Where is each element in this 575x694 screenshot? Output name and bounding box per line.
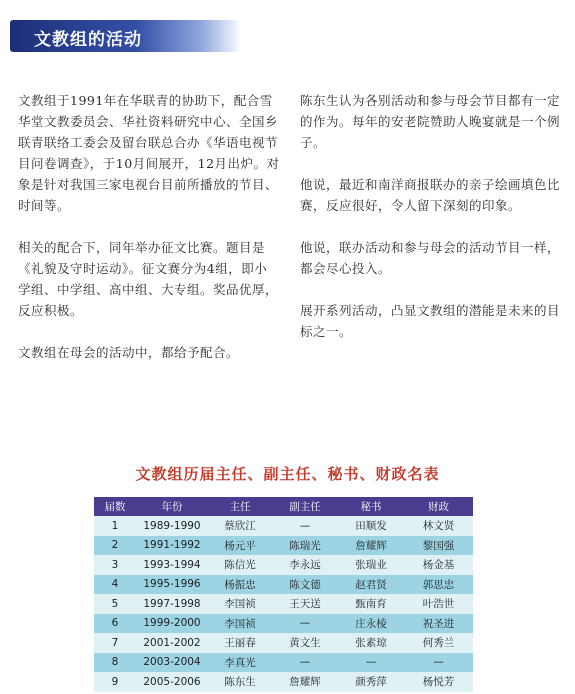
table-row [94,536,473,556]
column-header: 主任 [208,497,272,516]
section-title: 文教组的活动 [34,30,142,50]
table-cell: — [272,653,338,673]
table-cell: 5 [94,594,136,614]
table-cell: 祝圣进 [404,614,473,634]
table-cell: 田顺发 [338,516,404,536]
table-cell: 郭思忠 [404,575,473,595]
paragraph: 陈东生认为各别活动和参与母会节目都有一定的作为。每年的安老院赞助人晚宴就是一个例子。 [300,93,561,150]
table-cell: 2003-2004 [136,653,208,673]
table-cell: 李国祯 [208,594,272,614]
table-row [94,575,473,595]
table-header-row [94,497,473,516]
table-cell: 1989-1990 [136,516,208,536]
table-cell: 林文贤 [404,516,473,536]
paragraph: 他说，最近和南洋商报联办的亲子绘画填色比赛，反应很好，令人留下深刻的印象。 [300,177,561,213]
left-column [18,90,280,384]
table-cell: 颜秀萍 [338,672,404,692]
table-cell: 李真光 [208,653,272,673]
table-cell: 3 [94,555,136,575]
table-cell: 李国祯 [208,614,272,634]
column-header: 年份 [136,497,208,516]
table-cell: 张瑞业 [338,555,404,575]
table-cell: — [272,614,338,634]
table-cell: 李永远 [272,555,338,575]
paragraph: 文教组在母会的活动中，都给予配合。 [18,345,240,360]
table-cell: 1993-1994 [136,555,208,575]
table-row [94,594,473,614]
officers-table [94,497,473,692]
column-header: 财政 [404,497,473,516]
table-cell: 蔡欣江 [208,516,272,536]
table-cell: 杨元平 [208,536,272,556]
paragraph: 相关的配合下，同年举办征文比赛。题目是《礼貌及守时运动》。征文赛分为4组，即小学组、中学组、高中组、大专组。奖品优厚，反应积极。 [18,240,279,318]
table-cell: 杨金基 [404,555,473,575]
table-cell: 陈瑞光 [272,536,338,556]
table-cell: 2001-2002 [136,633,208,653]
table-row [94,672,473,692]
table-cell: 甄南育 [338,594,404,614]
table-cell: 4 [94,575,136,595]
column-header: 届数 [94,497,136,516]
table-cell: — [338,653,404,673]
right-column [300,90,562,363]
table-cell: 詹耀辉 [272,672,338,692]
table-cell: 1991-1992 [136,536,208,556]
paragraph: 展开系列活动，凸显文教组的潜能是未来的目标之一。 [300,303,561,339]
table-row [94,633,473,653]
table-cell: 杨振忠 [208,575,272,595]
paragraph: 他说，联办活动和参与母会的活动节目一样，都会尽心投入。 [300,240,561,276]
table-title: 文教组历届主任、副主任、秘书、财政名表 [135,465,440,483]
table-cell: 1997-1998 [136,594,208,614]
table-cell: 赵君贤 [338,575,404,595]
table-cell: 陈文德 [272,575,338,595]
column-header: 秘书 [338,497,404,516]
table-cell: 1 [94,516,136,536]
table-cell: 2 [94,536,136,556]
table-cell: — [272,516,338,536]
table-cell: 7 [94,633,136,653]
table-row [94,614,473,634]
section-banner [10,20,242,52]
table-cell: 庄永棱 [338,614,404,634]
table-cell: 9 [94,672,136,692]
table-cell: 詹耀辉 [338,536,404,556]
paragraph: 文教组于1991年在华联青的协助下，配合雪华堂文教委员会、华社资料研究中心、全国乡联青联络工委会及留台联总合办《华语电视节目问卷调查》，于10月间展开，12月出炉。对象是针对我国三家电视台目前所播放的节目、时间等。 [18,93,280,213]
table-cell: 张素琼 [338,633,404,653]
table-cell: 王天送 [272,594,338,614]
column-header: 副主任 [272,497,338,516]
table-cell: 陈东生 [208,672,272,692]
table-cell: 黎国强 [404,536,473,556]
table-cell: 1999-2000 [136,614,208,634]
table-cell: — [404,653,473,673]
table-cell: 2005-2006 [136,672,208,692]
table-cell: 王丽春 [208,633,272,653]
table-cell: 8 [94,653,136,673]
table-cell: 叶浩世 [404,594,473,614]
table-row [94,555,473,575]
table-row [94,516,473,536]
table-cell: 黄文生 [272,633,338,653]
table-cell: 陈信光 [208,555,272,575]
table-row [94,653,473,673]
table-cell: 6 [94,614,136,634]
table-cell: 何秀兰 [404,633,473,653]
table-cell: 1995-1996 [136,575,208,595]
table-cell: 杨悦芳 [404,672,473,692]
